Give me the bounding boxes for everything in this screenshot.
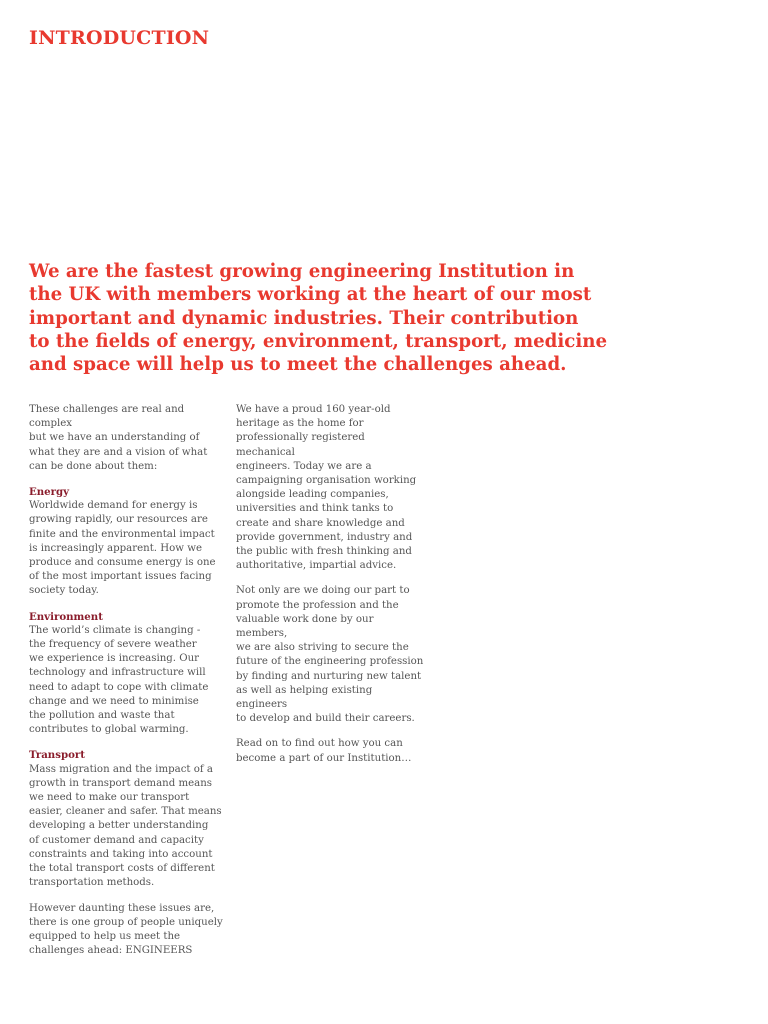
lead-statement: We are the fastest growing engineering Institution in the UK with members working at the heart of our most important and dynamic industries. Their contribution to the fields of energy, environment, transport, medicine and space will help us to meet the challenges ahead. — [29, 261, 608, 376]
right-column — [236, 403, 426, 777]
left-column — [29, 403, 229, 969]
profession-paragraph: Not only are we doing our part to promote the profession and the valuable work done by our members, we are also striving to secure the future of the engineering profession by finding and nurturing new talent as well as helping existing engineers to develop and build their careers. — [236, 585, 424, 725]
transport-section — [29, 748, 229, 890]
environment-heading: Environment — [29, 610, 103, 623]
energy-body: Worldwide demand for energy is growing rapidly, our resources are finite and the environmental impact is increasingly apparent. How we produce and consume energy is one of the most important issues facing society today. — [29, 500, 216, 597]
intro-paragraph: These challenges are real and complex but we have an understanding of what they are and a vision of what can be done about them: — [29, 404, 208, 472]
transport-heading: Transport — [29, 749, 85, 762]
transport-body: Mass migration and the impact of a growth in transport demand means we need to make our transport easier, cleaner and safer. That means developing a better understanding of customer demand and capacity constraints and taking into account the total transport costs of different transportation methods. — [29, 763, 222, 889]
environment-section — [29, 610, 229, 738]
heritage-paragraph: We have a proud 160 year-old heritage as the home for professionally registered mechanical engineers. Today we are a campaigning organisation working alongside leading companies, universities and think tanks to create and share knowledge and provide government, industry and the public with fresh thinking and authoritative, impartial advice. — [236, 404, 417, 572]
page-title: INTRODUCTION — [29, 27, 210, 49]
energy-heading: Energy — [29, 486, 70, 499]
environment-body: The world’s climate is changing - the frequency of severe weather we experience is increasing. Our technology and infrastructure will need to adapt to cope with climate change and we need to minimise the pollution and waste that contributes to global warming. — [29, 624, 209, 736]
closing-paragraph: However daunting these issues are, there is one group of people uniquely equipped to help us meet the challenges ahead: ENGINEERS — [29, 902, 223, 957]
energy-section — [29, 485, 229, 599]
read-on-paragraph: Read on to find out how you can become a part of our Institution… — [236, 738, 412, 764]
